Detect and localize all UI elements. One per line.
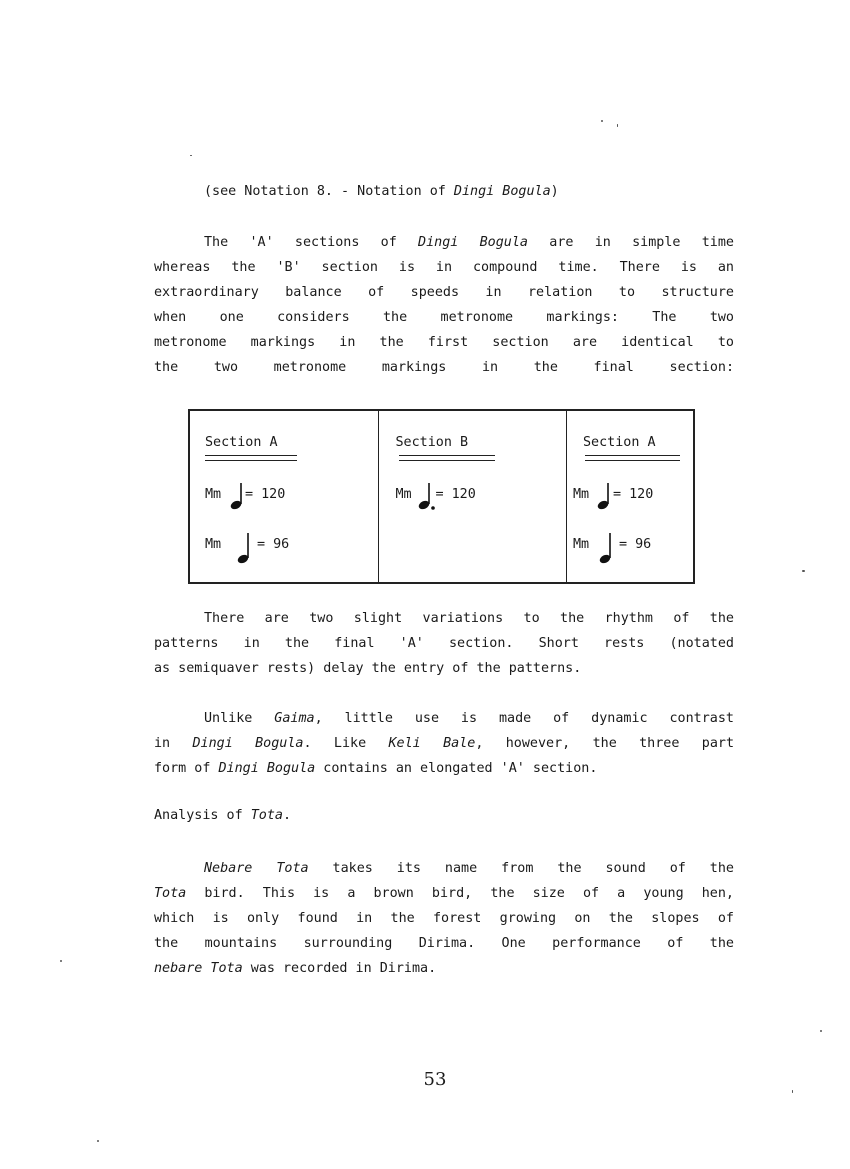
paragraph-4-line-2: Tota bird. This is a brown bird, the size of a young hen, — [154, 886, 734, 901]
scan-speck — [792, 1090, 793, 1093]
minim-note-icon — [235, 531, 253, 565]
minim-note-icon — [597, 531, 615, 565]
dotted-crotchet-note-icon — [416, 481, 438, 511]
paragraph-4-line-3: which is only found in the forest growing on the slopes of — [154, 911, 734, 926]
notation-reference: (see Notation 8. - Notation of Dingi Bogula) — [204, 184, 559, 199]
paragraph-4-line-4: the mountains surrounding Dirima. One performance of the — [154, 936, 734, 951]
paragraph-3-line-2: in Dingi Bogula. Like Keli Bale, however, the three part — [154, 736, 735, 751]
scan-speck — [60, 960, 62, 962]
paragraph-1-line-3: extraordinary balance of speeds in relation to structure — [154, 285, 734, 300]
paragraph-1-line-5: metronome markings in the first section are identical to — [154, 335, 734, 350]
paragraph-1-line-4: when one considers the metronome markings: The two — [154, 310, 734, 325]
scan-speck — [820, 1030, 822, 1032]
paragraph-4-line-1: Nebare Tota takes its name from the sound of the — [204, 861, 734, 876]
crotchet-note-icon — [228, 481, 246, 511]
section-heading: Analysis of Tota. — [154, 808, 292, 823]
paragraph-1-line-6: the two metronome markings in the final section: — [154, 360, 734, 375]
title-underline — [585, 455, 680, 461]
page-number: 53 — [423, 1069, 447, 1090]
scan-speck — [617, 124, 618, 127]
scan-speck — [97, 1140, 99, 1142]
paragraph-2-line-3: as semiquaver rests) delay the entry of the patterns. — [154, 661, 582, 676]
paragraph-3-line-3: form of Dingi Bogula contains an elongated 'A' section. — [154, 761, 598, 776]
paragraph-3-line-1: Unlike Gaima, little use is made of dynamic contrast — [204, 711, 734, 726]
section-a-first-cell: Section A Mm = 120 Mm = 96 — [189, 410, 378, 583]
paragraph-2-line-2: patterns in the final 'A' section. Short rests (notated — [154, 636, 734, 651]
scan-speck — [802, 570, 805, 572]
section-title: Section B — [395, 435, 469, 450]
scan-speck — [601, 120, 603, 122]
section-a-final-cell: Section A Mm = 120 Mm = 96 — [567, 410, 695, 583]
paragraph-2-line-1: There are two slight variations to the rhythm of the — [204, 611, 734, 626]
title-underline — [399, 455, 495, 461]
section-title: Section A — [583, 435, 656, 450]
paragraph-1-line-2: whereas the 'B' section is in compound time. There is an — [154, 260, 734, 275]
section-b-cell: Section B Mm = 120 — [378, 410, 567, 583]
paragraph-4-line-5: nebare Tota was recorded in Dirima. — [154, 961, 437, 976]
title-underline — [205, 455, 297, 461]
crotchet-note-icon — [595, 481, 613, 511]
metronome-table — [188, 409, 695, 584]
paragraph-1-line-1: The 'A' sections of Dingi Bogula are in simple time — [204, 235, 734, 250]
section-title: Section A — [205, 435, 278, 450]
scan-speck — [190, 155, 192, 156]
